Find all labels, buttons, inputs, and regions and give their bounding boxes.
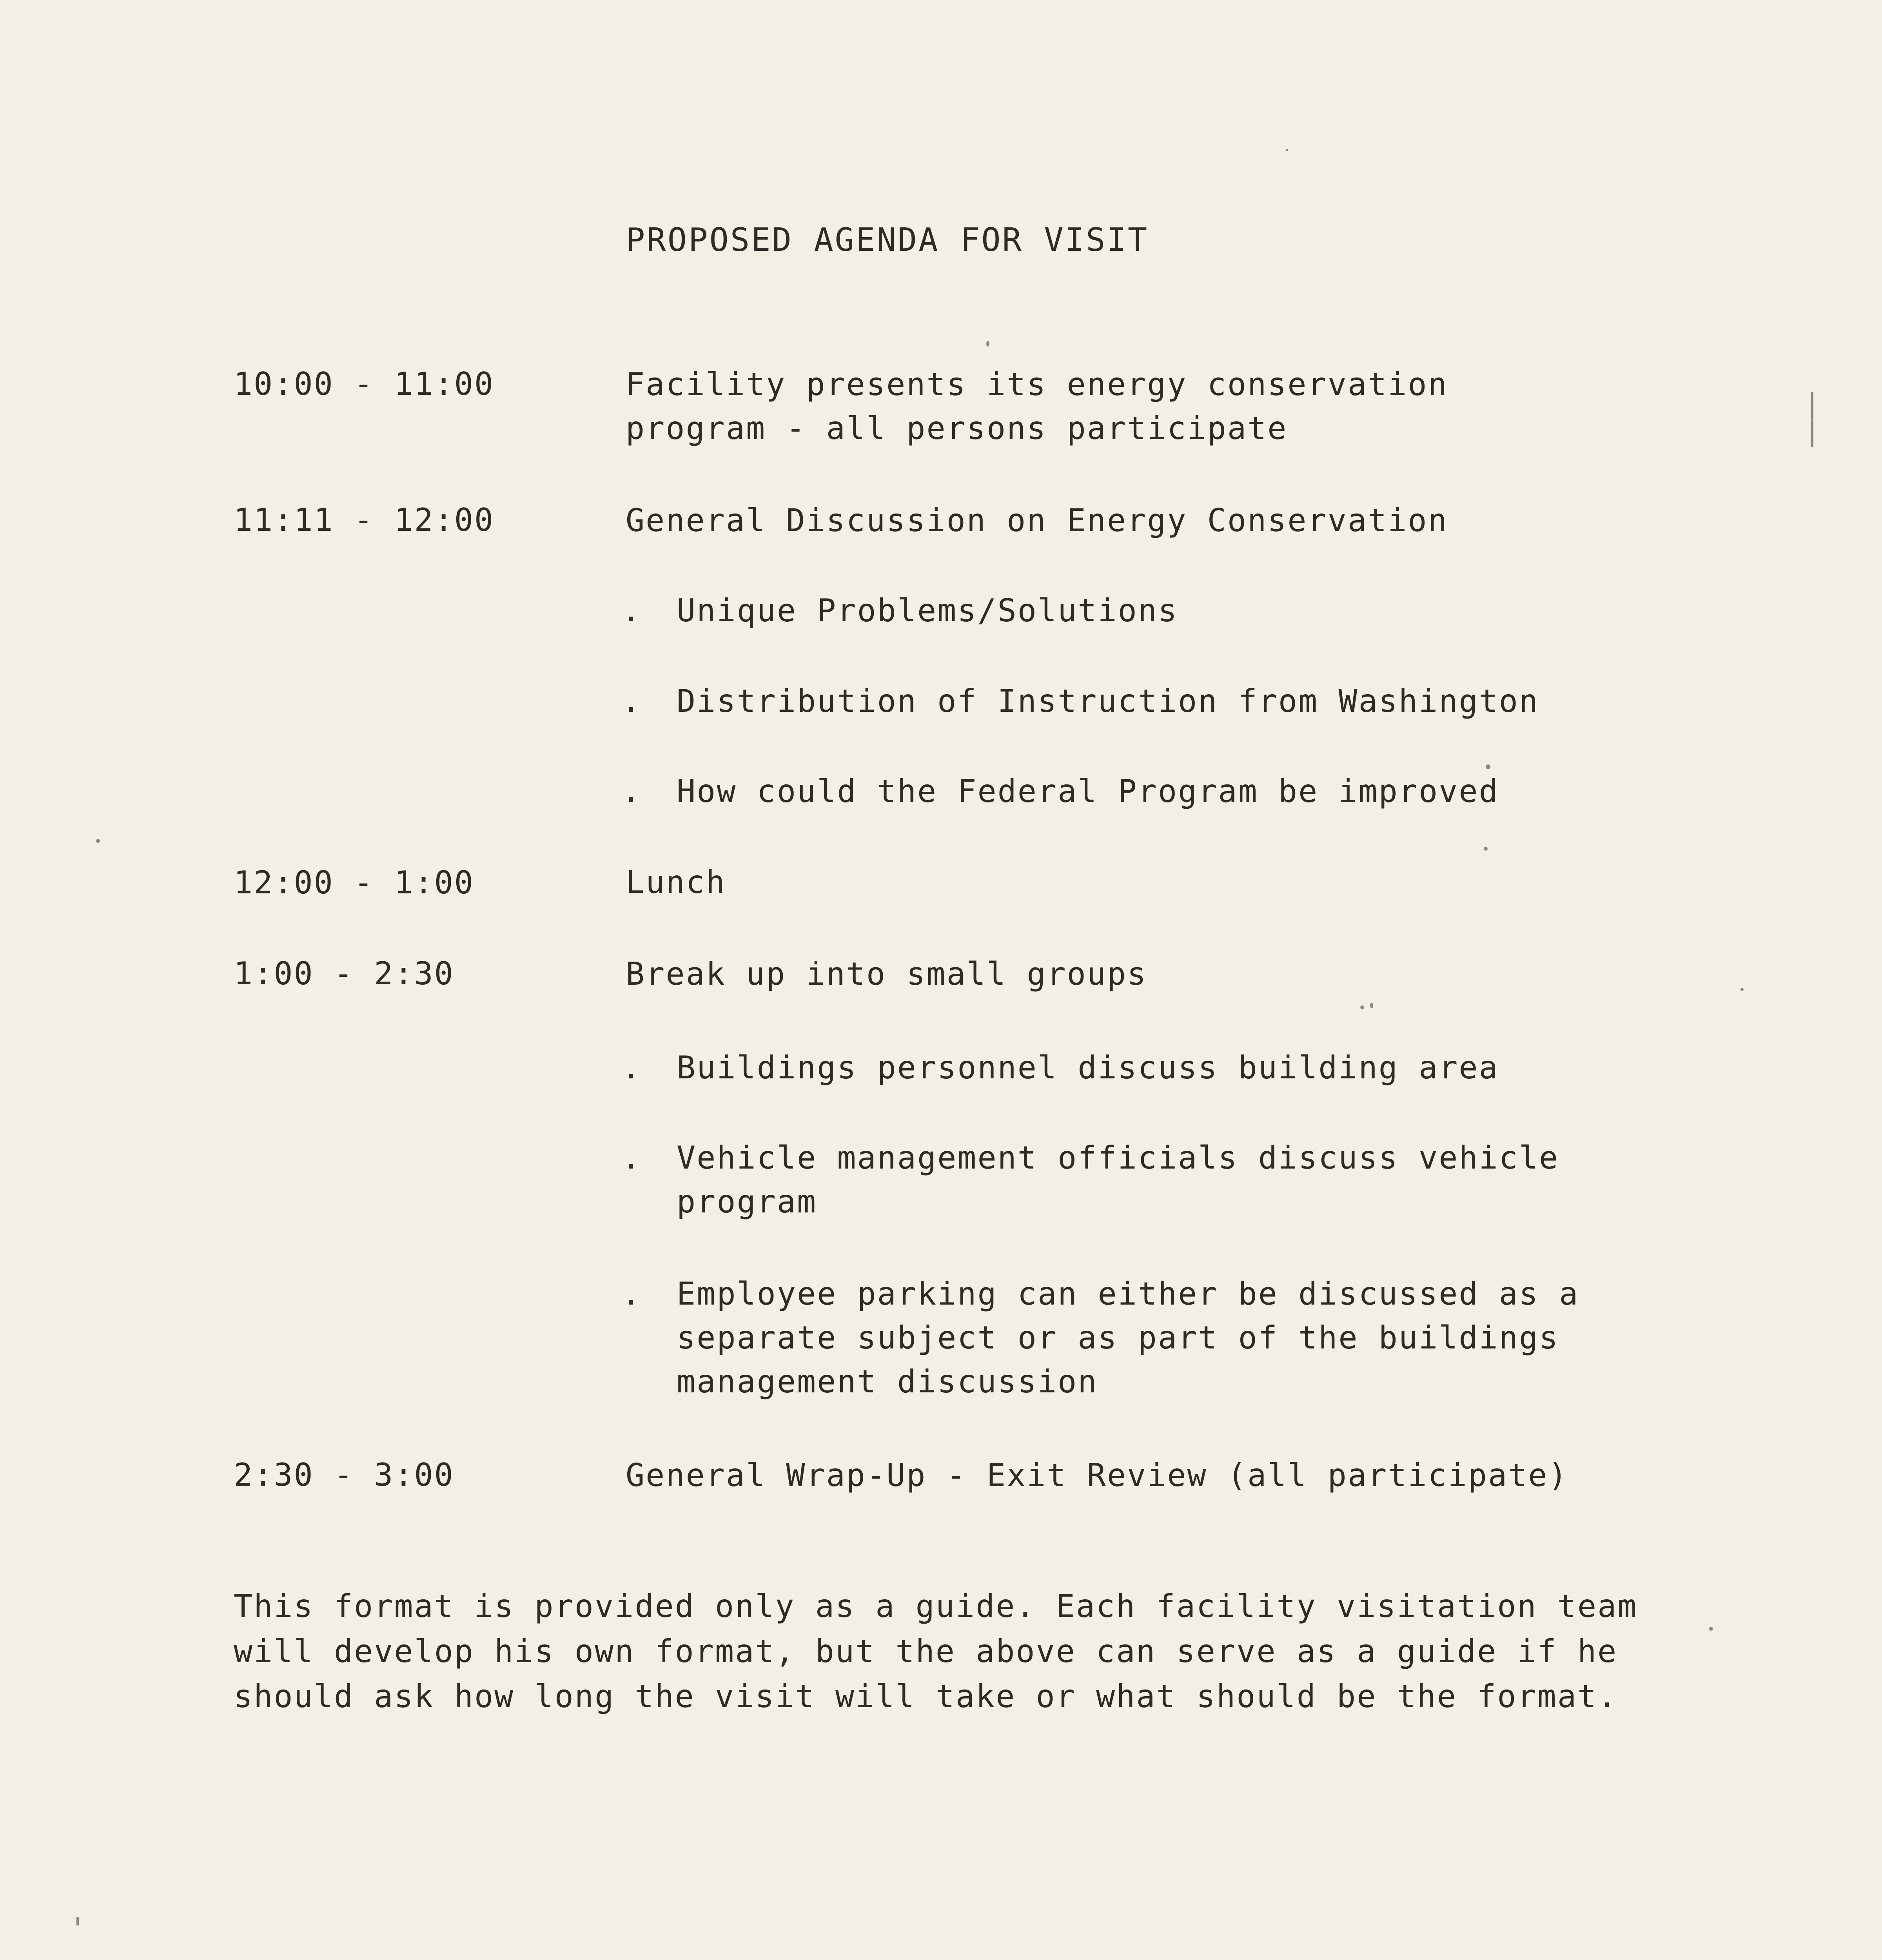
paper-speck [1486, 764, 1490, 769]
paper-speck [96, 839, 100, 843]
footer-line: will develop his own format, but the above can serve as a guide if he [234, 1633, 1618, 1670]
agenda-4-bullet-3-line-3: management discussion [677, 1363, 1098, 1400]
agenda-time-5: 2:30 - 3:00 [234, 1457, 454, 1493]
agenda-description-4: Break up into small groups [626, 956, 1147, 992]
agenda-4-bullet-3-line-1: Employee parking can either be discussed as a [677, 1276, 1579, 1312]
agenda-4-bullet-1: Buildings personnel discuss building area [677, 1049, 1499, 1086]
bullet-marker: . [622, 773, 641, 809]
page-title: PROPOSED AGENDA FOR VISIT [626, 221, 1149, 259]
paper-speck [1811, 419, 1813, 447]
paper-speck [1360, 1005, 1364, 1009]
footer-line: This format is provided only as a guide. Each facility visitation team [234, 1588, 1638, 1624]
paper-speck [1709, 1627, 1713, 1631]
bullet-marker: . [622, 592, 641, 629]
agenda-2-bullet-2: Distribution of Instruction from Washington [677, 683, 1539, 719]
agenda-time-1: 10:00 - 11:00 [234, 366, 495, 402]
agenda-time-3: 12:00 - 1:00 [234, 864, 474, 901]
bullet-marker: . [622, 1276, 641, 1312]
paper-speck [1811, 392, 1813, 419]
agenda-description-3: Lunch [626, 864, 726, 900]
agenda-4-bullet-3-line-2: separate subject or as part of the buildings [677, 1319, 1559, 1356]
agenda-time-4: 1:00 - 2:30 [234, 955, 454, 992]
paper-speck [1370, 1003, 1373, 1008]
agenda-2-bullet-3: How could the Federal Program be improved [677, 773, 1499, 809]
agenda-2-bullet-1: Unique Problems/Solutions [677, 592, 1178, 629]
footer-line: should ask how long the visit will take or what should be the format. [234, 1678, 1618, 1715]
agenda-description-1-line-1: Facility presents its energy conservation [626, 366, 1448, 403]
agenda-description-1-line-2: program - all persons participate [626, 410, 1288, 446]
agenda-time-2: 11:11 - 12:00 [234, 502, 495, 538]
agenda-4-bullet-2-line-1: Vehicle management officials discuss vehicle [677, 1140, 1559, 1176]
paper-speck [1740, 988, 1744, 991]
bullet-marker: . [622, 1049, 641, 1086]
paper-speck [1286, 149, 1288, 151]
bullet-marker: . [622, 683, 641, 719]
footer-note [234, 1584, 1637, 1719]
bullet-marker: . [622, 1140, 641, 1176]
paper-speck [986, 341, 989, 347]
paper-speck [1484, 847, 1488, 851]
agenda-description-5: General Wrap-Up - Exit Review (all participate) [626, 1457, 1568, 1494]
agenda-description-2: General Discussion on Energy Conservation [626, 502, 1448, 539]
agenda-4-bullet-2-line-2: program [677, 1183, 817, 1220]
paper-speck [76, 1917, 79, 1926]
